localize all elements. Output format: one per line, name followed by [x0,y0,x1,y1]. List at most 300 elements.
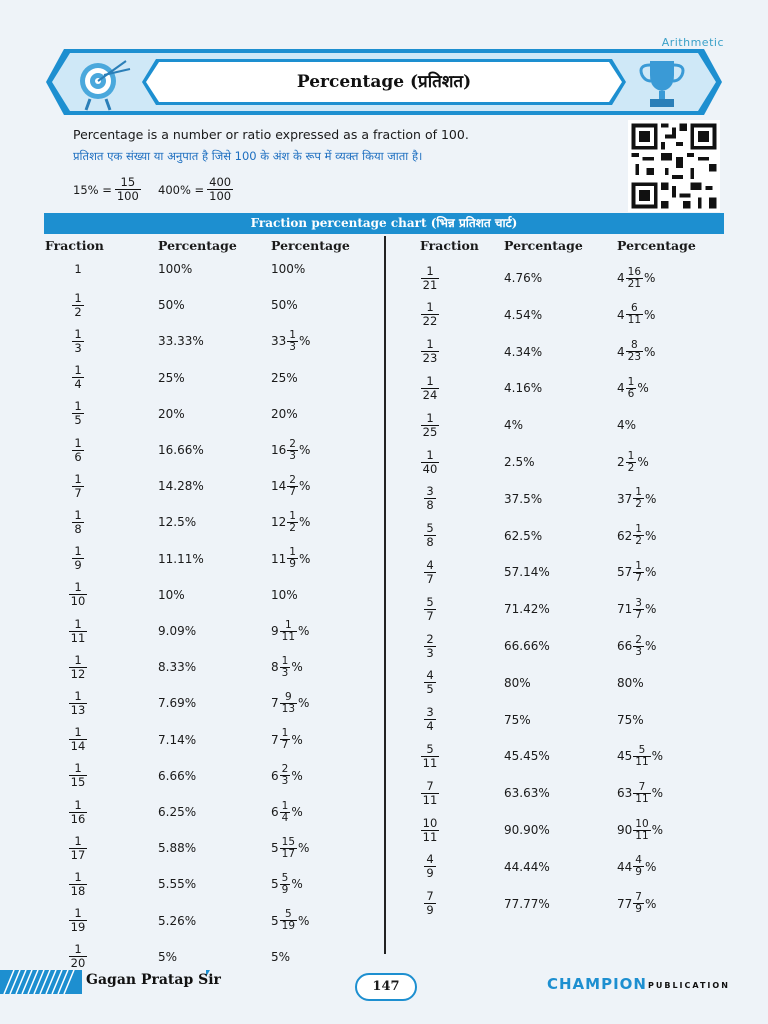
denominator: 24 [422,387,438,402]
percentage-cell: 7.14% [158,732,197,747]
mixed-percentage-cell [617,300,655,330]
numerator: 1 [74,544,82,559]
fraction [72,545,83,572]
numerator: 1 [289,546,296,559]
numerator: 2 [281,763,289,776]
numerator: 1 [74,507,82,522]
denominator: 2 [74,304,82,319]
mixed-fraction [271,475,310,498]
denominator: 40 [422,461,438,476]
percentage-cell: 7.69% [158,696,197,711]
percentage-cell: 6.66% [158,768,197,783]
page-number: 147 [355,973,417,1001]
fraction [72,509,83,536]
mixed-percentage-cell [617,889,656,919]
fraction [280,801,291,824]
brand-subtitle: PUBLICATION [648,981,730,990]
fraction [72,437,83,464]
col-header-percentage: Percentage [158,238,237,253]
whole-part: 4 [617,344,625,359]
mixed-fraction [271,330,310,353]
numerator: 10 [422,815,438,830]
numerator: 16 [627,265,642,278]
numerator: 3 [635,596,642,609]
percentage-cell: 4.76% [504,271,543,285]
numerator: 1 [74,761,82,776]
percent-sign: % [637,455,649,469]
intro-hindi: प्रतिशत एक संख्या या अनुपात है जिसे 100 के अंश के रूप में व्यक्त किया जाता है। [73,149,423,163]
fraction [626,451,637,474]
numerator: 2 [289,473,296,486]
whole-part: 33 [271,334,287,349]
denominator: 16 [70,811,86,826]
denominator: 2 [627,461,635,474]
numerator: 1 [74,869,82,884]
denominator: 11 [422,829,438,844]
fraction-cell [410,852,450,882]
mixed-fraction [271,764,303,787]
numerator: 6 [630,302,638,315]
fraction [633,819,650,842]
numerator: 1 [426,337,434,352]
whole-part: 11 [271,551,287,566]
fraction [280,909,297,932]
fraction-cell [58,435,98,465]
fraction-cell [410,337,450,367]
numerator: 1 [74,580,82,595]
mixed-fraction [271,439,310,462]
denominator: 11 [635,829,649,842]
intro-english: Percentage is a number or ratio expressed as a fraction of 100. [73,127,469,142]
numerator: 3 [426,705,434,720]
percentage-cell: 66.66% [504,639,550,653]
percent-sign: % [291,732,303,747]
fraction-cell [58,616,98,646]
numerator: 1 [426,410,434,425]
mixed-percentage-cell [271,507,310,537]
numerator: 9 [284,690,292,703]
fraction [287,330,298,353]
fraction [424,522,435,549]
col-header-fraction: Fraction [420,238,479,253]
numerator: 1 [74,399,82,414]
percentage-cell: 90.90% [504,823,550,837]
whole-part: 7 [271,696,279,711]
denominator: 25 [422,424,438,439]
numerator: 5 [426,741,434,756]
fraction [69,618,88,645]
whole-part: 5 [271,877,279,892]
numerator: 4 [426,852,434,867]
percentage-cell: 14.28% [158,479,204,494]
numerator: 1 [74,688,82,703]
percent-sign: % [291,660,303,675]
mixed-fraction [617,855,656,878]
denominator: 11 [422,792,438,807]
fraction [69,907,88,934]
fraction [421,375,440,402]
denominator: 2 [289,521,296,534]
mixed-fraction [271,801,303,824]
percent-sign: % [637,381,649,396]
numerator: 5 [426,594,434,609]
denominator: 19 [70,920,86,935]
percent-sign: % [644,344,656,359]
percentage-cell: 37.5% [504,491,543,506]
denominator: 3 [289,340,296,353]
denominator: 9 [281,883,289,896]
fraction-cell [58,688,98,718]
mixed-percentage-cell [617,263,655,293]
percent-sign: % [298,551,311,566]
whole-part: 63 [617,786,633,801]
denominator: 4 [426,719,434,734]
numerator: 1 [635,486,642,499]
mixed-fraction [617,635,656,658]
fraction-cell [58,906,98,936]
author-name: Gagan Pratap Sir [86,972,221,988]
percent-sign: % [644,639,657,653]
mixed-percentage-cell [617,447,649,477]
page-title: Percentage (प्रतिशत) [296,72,472,92]
qr-code[interactable] [628,120,720,212]
column-divider [384,236,386,954]
fraction-cell [410,373,450,403]
fraction [69,690,88,717]
fraction [69,654,88,681]
fraction [69,871,88,898]
numerator: 1 [74,942,82,957]
example-2 [158,176,233,203]
fraction [633,892,644,915]
denominator: 3 [426,645,434,660]
denominator: 7 [426,571,434,586]
fraction-cell [58,507,98,537]
percentage-cell: 33.33% [158,334,204,349]
fraction-cell [58,544,98,574]
denominator: 23 [422,351,438,366]
fraction [633,487,644,510]
whole-part: 4 [617,381,625,396]
percent-sign: % [298,479,311,494]
denominator: 3 [635,645,642,658]
numerator: 1 [284,618,292,631]
fraction [633,782,650,805]
mixed-fraction [617,451,649,474]
whole-part: 4 [617,307,625,322]
denominator: 5 [74,413,82,428]
mixed-fraction [271,620,309,643]
fraction [421,743,440,770]
denominator: 9 [635,866,642,879]
fraction-cell [410,521,450,551]
percent-sign: % [644,565,657,580]
percentage-cell: 71.42% [504,602,550,617]
fraction [69,943,88,970]
fraction [72,263,83,276]
whole-part: 4 [617,271,625,285]
brand-logo: CHAMPION [547,975,647,993]
denominator: 9 [635,903,642,916]
numerator: 1 [74,616,82,631]
numerator: 7 [426,889,434,904]
mixed-percentage-cell [617,557,656,587]
example-1 [73,176,141,203]
percentage-cell: 77.77% [504,896,550,911]
whole-part: 77 [617,896,633,911]
numerator: 7 [426,778,434,793]
fraction-cell [58,290,98,320]
mixed-percentage-cell: 75% [617,712,644,727]
fraction [633,561,644,584]
fraction [421,449,440,476]
denominator: 9 [426,866,434,881]
numerator: 1 [627,375,635,388]
denominator: 11 [635,792,649,805]
denominator: 3 [74,340,82,355]
percent-sign: % [298,443,311,457]
whole-part: 12 [271,515,287,530]
mixed-fraction [271,909,309,932]
fraction [633,635,644,658]
percentage-cell: 11.11% [158,551,204,566]
denominator: 7 [281,739,289,752]
fraction-cell [58,326,98,356]
mixed-percentage-cell [617,778,663,808]
denominator: 3 [289,449,296,462]
denominator: 9 [289,558,296,571]
numerator: 1 [74,471,82,486]
percentage-cell: 80% [504,675,531,690]
whole-part: 5 [271,841,279,856]
denominator: 19 [281,920,296,933]
denominator: 23 [627,351,642,364]
numerator: 1 [281,799,289,812]
fraction-cell [410,778,450,808]
mixed-percentage-cell: 25% [271,370,298,385]
fraction [69,581,88,608]
mixed-fraction [617,892,656,915]
mixed-percentage-cell [271,616,309,646]
denominator: 7 [635,571,642,584]
mixed-fraction [617,487,656,510]
fraction [280,873,291,896]
percent-sign: % [291,768,303,783]
percentage-cell: 63.63% [504,786,550,801]
mixed-fraction [617,561,656,584]
fraction [72,473,83,500]
whole-part: 16 [271,443,287,457]
percent-sign: % [298,841,310,856]
fraction-cell [410,631,450,661]
numerator: 5 [284,908,292,921]
percentage-cell: 75% [504,712,531,727]
whole-part: 5 [271,913,279,928]
fraction-cell [410,263,450,293]
col-header-percentage-mixed: Percentage [617,238,696,253]
mixed-fraction [271,692,309,715]
fraction [72,400,83,427]
numerator: 2 [289,437,296,450]
fraction [280,656,291,679]
fraction [626,267,643,290]
col-header-percentage-mixed: Percentage [271,238,350,253]
mixed-percentage-cell [617,631,656,661]
fraction [287,439,298,462]
numerator: 1 [289,509,296,522]
percentage-cell: 16.66% [158,443,204,457]
numerator: 4 [635,854,642,867]
numerator: 1 [635,559,642,572]
example-fraction: $\frac{400}{100}$ [209,175,232,203]
fraction [633,524,644,547]
mixed-percentage-cell [271,326,310,356]
mixed-fraction [617,303,655,326]
mixed-percentage-cell [271,725,303,755]
numerator: 8 [630,339,638,352]
denominator: 17 [281,847,296,860]
col-header-percentage: Percentage [504,238,583,253]
fraction-cell [58,652,98,682]
percent-sign: % [644,896,657,911]
whole-part: 37 [617,491,633,506]
percentage-cell: 5.26% [158,913,197,928]
numerator: 1 [74,290,82,305]
denominator: 21 [627,277,642,290]
percentage-cell: 4% [504,418,524,433]
numerator: 1 [635,523,642,536]
numerator: 1 [74,833,82,848]
fraction-cell [410,484,450,514]
percent-sign: % [651,749,664,764]
numerator: 1 [281,727,289,740]
percent-sign: % [644,528,657,543]
numerator: 15 [281,835,296,848]
percentage-cell: 57.14% [504,565,550,580]
denominator: 8 [74,521,82,536]
chart-title-bar: Fraction percentage chart (भिन्न प्रतिशत चार्ट) [44,213,724,234]
example-lhs: 400% = [158,182,205,197]
fraction [626,303,643,326]
fraction-cell [410,300,450,330]
numerator: 7 [635,891,642,904]
fraction-cell [410,557,450,587]
fraction [69,762,88,789]
mixed-percentage-cell: 5% [271,949,291,964]
fraction [424,485,435,512]
col-header-fraction: Fraction [45,238,104,253]
percent-sign: % [644,307,656,322]
fraction [424,633,435,660]
whole-part: 45 [617,749,633,764]
mixed-percentage-cell: 20% [271,406,298,421]
fraction [626,377,637,400]
mixed-percentage-cell: 10% [271,587,298,602]
denominator: 18 [70,883,86,898]
fraction-cell [58,797,98,827]
mixed-percentage-cell [271,906,309,936]
numerator: 2 [635,633,642,646]
fraction [633,598,644,621]
denominator: 17 [70,847,86,862]
fraction [280,692,297,715]
numerator: 1 [426,263,434,278]
fraction-cell [58,580,98,610]
whole-part: 44 [617,859,633,874]
whole-part: 6 [271,805,279,819]
percent-sign: % [298,334,311,349]
denominator: 9 [426,903,434,918]
whole-part: 6 [271,768,279,783]
percentage-cell: 44.44% [504,859,550,874]
mixed-fraction [617,267,655,290]
fraction [280,620,297,643]
fraction-cell [58,363,98,393]
fraction-cell [410,410,450,440]
denominator: 4 [74,377,82,392]
numerator: 3 [426,484,434,499]
whole-part: 2 [617,455,625,469]
denominator: 7 [74,485,82,500]
mixed-percentage-cell [617,337,655,367]
whole-part: 71 [617,602,633,617]
fraction [72,364,83,391]
example-fraction: $\frac{15}{100}$ [116,175,139,203]
topic-label: Arithmetic [661,36,724,49]
denominator: 11 [70,630,86,645]
fraction [287,547,298,570]
percentage-cell: 45.45% [504,749,550,764]
fraction-cell [410,815,450,845]
fraction [280,728,291,751]
fraction [424,596,435,623]
denominator: 11 [635,755,649,768]
numerator: 1 [74,652,82,667]
percentage-cell: 5% [158,949,178,964]
mixed-percentage-cell: 100% [271,262,306,276]
percent-sign: % [298,696,310,711]
fraction [421,265,440,292]
fraction [424,890,435,917]
numerator: 1 [74,725,82,740]
denominator: 7 [289,485,296,498]
fraction [424,669,435,696]
numerator: 1 [426,447,434,462]
percentage-cell: 10% [158,587,185,602]
mixed-fraction [617,377,649,400]
numerator: 5 [638,743,646,756]
mixed-percentage-cell [271,797,303,827]
numerator: 1 [74,261,82,276]
percentage-cell: 2.5% [504,455,535,469]
fraction [633,745,650,768]
fraction [287,475,298,498]
denominator: 9 [74,558,82,573]
numerator: 1 [627,449,635,462]
numerator: 4 [426,668,434,683]
mixed-fraction [617,524,656,547]
fraction-cell [410,668,450,698]
numerator: 1 [281,654,289,667]
mixed-percentage-cell [617,815,663,845]
percentage-cell: 4.54% [504,307,543,322]
denominator: 3 [281,775,289,788]
percent-sign: % [298,515,311,530]
mixed-percentage-cell: 4% [617,418,637,433]
percentage-cell: 4.34% [504,344,543,359]
mixed-percentage-cell [271,435,310,465]
example-lhs: 15% = [73,182,112,197]
